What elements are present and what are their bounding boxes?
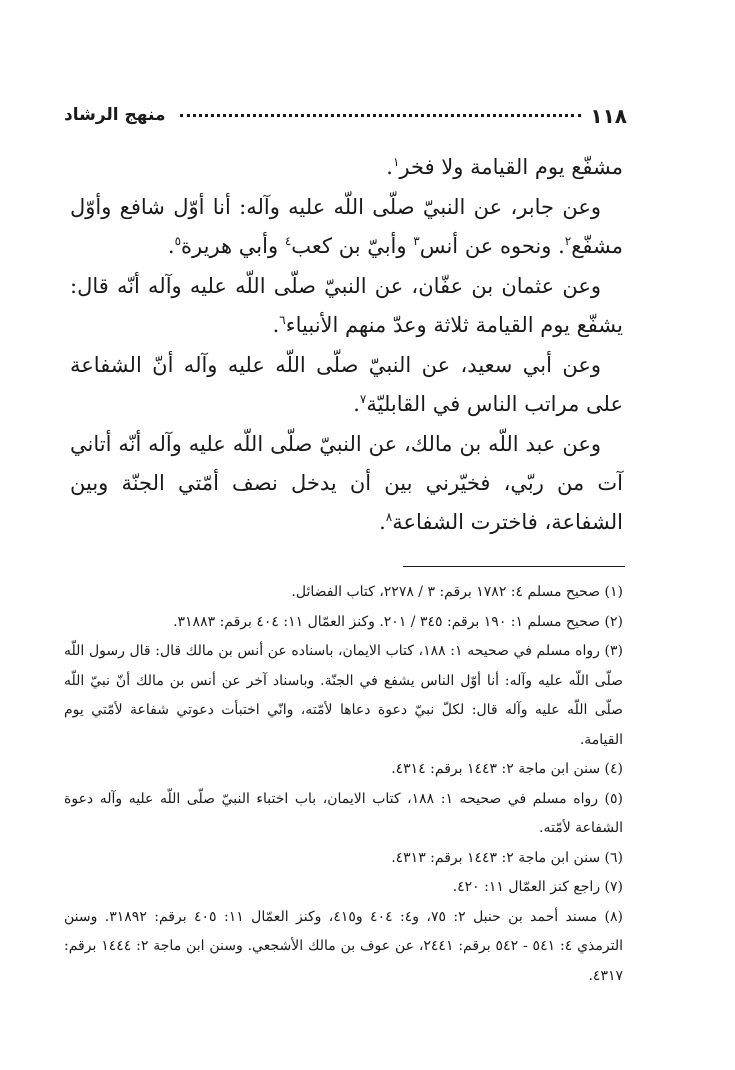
footnote-marker: ٣: [413, 234, 420, 248]
footnotes: [64, 578, 623, 991]
footnote-marker: ٧: [359, 392, 367, 406]
paragraph-1: مشفّع يوم القيامة ولا فخر$^١$.: [386, 155, 623, 179]
main-text: [70, 148, 623, 543]
page-header: [64, 104, 627, 138]
footnote-marker: ٦: [279, 313, 286, 327]
running-title: منهج الرشاد: [64, 105, 166, 125]
footnote-separator: [403, 566, 625, 567]
footnote-marker: ٥: [174, 234, 182, 248]
footnote-5: (٥) رواه مسلم في صحيحه ١: ١٨٨، كتاب الايمان، باب اختباء النبيّ صلّى اللّه عليه وآله دعوة الشفاعة لأمّته.: [64, 790, 623, 836]
footnote-marker: ٢: [564, 234, 572, 248]
page-number: ١١٨: [590, 104, 627, 128]
footnote-6: (٦) سنن ابن ماجة ٢: ١٤٤٣ برقم: ٤٣١٣.: [391, 849, 623, 866]
footnote-3: (٣) رواه مسلم في صحيحه ١: ١٨٨، كتاب الايمان، باسناده عن أنس بن مالك قال: قال رسول اللّه صلّى اللّه عليه وآله: أنا أوّل الناس يشفع في الجنّة. وباسناد آخر عن أنس بن مالك أنّ نبيّ اللّه صلّى اللّه عليه وآله قال: لكلّ نبيّ دعوة دعاها لأمّته، وانّي اختبأت دعوتي شفاعة لأمّتي يوم القيامة.: [64, 643, 623, 748]
footnote-1: (١) صحيح مسلم ٤: ١٧٨٢ برقم: ٣ / ٢٢٧٨، كتاب الفضائل.: [291, 584, 623, 600]
header-dot-leader: [180, 114, 581, 117]
footnote-7: (٧) راجع كنز العمّال ١١: ٤٢٠.: [452, 879, 623, 895]
paragraph-3: وعن عثمان بن عفّان، عن النبيّ صلّى اللّه عليه وآله أنّه قال: يشفّع يوم القيامة ثلاثة وعدّ منهم الأنبياء$^٦$.: [70, 274, 623, 337]
footnote-8: (٨) مسند أحمد بن حنبل ٢: ٧٥، و٤: ٤٠٤ و٤١٥، وكنز العمّال ١١: ٤٠٥ برقم: ٣١٨٩٢. وسنن الترمذي ٤: ٥٤١ - ٥٤٢ برقم: ٢٤٤١، عن عوف بن مالك الأشجعي. وسنن ابن ماجة ٢: ١٤٤٤ برقم: ٤٣١٧.: [64, 908, 623, 984]
footnote-marker: ٨: [385, 510, 393, 524]
footnote-2: (٢) صحيح مسلم ١: ١٩٠ برقم: ٣٤٥ / ٢٠١. وكنز العمّال ١١: ٤٠٤ برقم: ٣١٨٨٣.: [173, 613, 623, 630]
footnote-4: (٤) سنن ابن ماجة ٢: ١٤٤٣ برقم: ٤٣١٤.: [391, 761, 623, 777]
paragraph-2: وعن جابر، عن النبيّ صلّى اللّه عليه وآله: أنا أوّل شافع وأوّل مشفّع$^٢$. ونحوه عن أنس$^٣$ وأبيّ بن كعب$^٤$ وأبي هريرة$^٥$.: [70, 195, 623, 258]
paragraph-4: وعن أبي سعيد، عن النبيّ صلّى اللّه عليه وآله أنّ الشفاعة على مراتب الناس في القابليّة$^٧$.: [70, 353, 623, 416]
footnote-marker: ١: [392, 155, 400, 169]
paragraph-5: وعن عبد اللّه بن مالك، عن النبيّ صلّى اللّه عليه وآله أنّه أتاني آت من ربّي، فخيّرني بين أن يدخل نصف أمّتي الجنّة وبين الشفاعة، فاخترت الشفاعة$^٨$.: [70, 432, 623, 534]
footnote-marker: ٤: [284, 234, 292, 248]
